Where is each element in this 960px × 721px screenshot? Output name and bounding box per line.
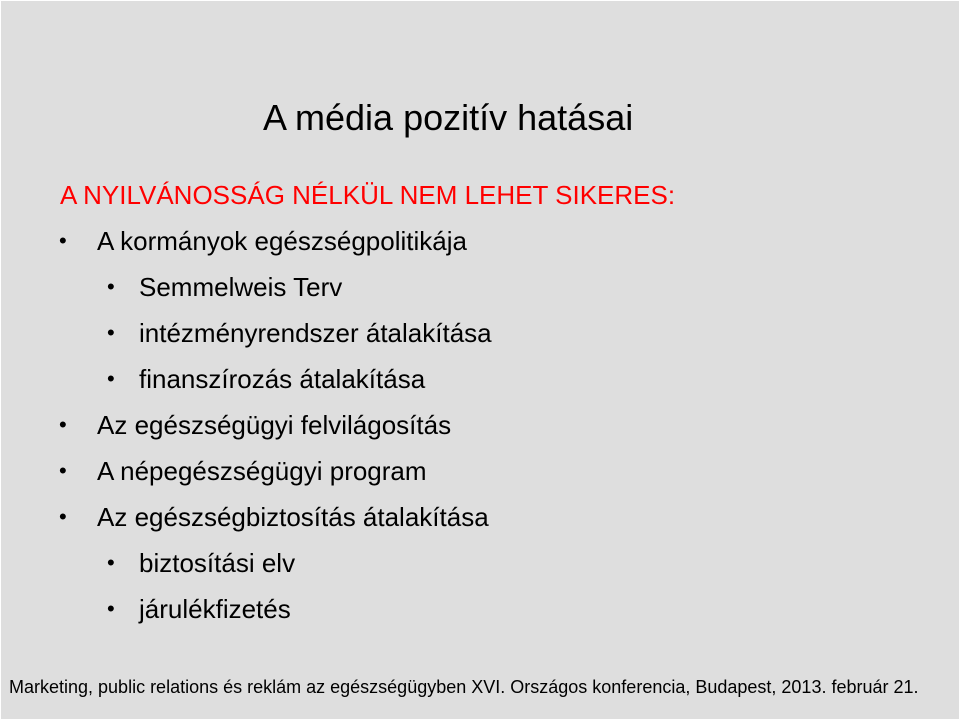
sub-bullet-item <box>107 546 296 580</box>
bullet-point-icon: • <box>59 228 67 253</box>
bullet-point-icon: • <box>107 550 115 575</box>
sub-bullet-item <box>107 592 291 626</box>
bullet-item <box>59 454 427 488</box>
bullet-point-icon: • <box>107 274 115 299</box>
slide-footer: Marketing, public relations és reklám az egészségügyben XVI. Országos konferencia, Budapest, 2013. február 21. <box>9 677 919 697</box>
sub-bullet-text: biztosítási elv <box>139 548 296 578</box>
bullet-point-icon: • <box>107 320 115 345</box>
bullet-point-icon: • <box>59 504 67 529</box>
sub-bullet-text: intézményrendszer átalakítása <box>139 318 492 348</box>
sub-bullet-item <box>107 316 492 350</box>
bullet-text: A kormányok egészségpolitikája <box>97 226 467 256</box>
bullet-point-icon: • <box>107 366 115 391</box>
bullet-item <box>59 500 489 534</box>
bullet-text: Az egészségügyi felvilágosítás <box>97 410 452 440</box>
bullet-text: A népegészségügyi program <box>97 456 427 486</box>
bullet-item <box>59 224 467 258</box>
bullet-point-icon: • <box>107 596 115 621</box>
sub-bullet-text: Semmelweis Terv <box>139 272 343 302</box>
sub-bullet-item <box>107 362 426 396</box>
sub-bullet-text: finanszírozás átalakítása <box>139 364 426 394</box>
slide-title: A média pozitív hatásai <box>263 97 634 138</box>
bullet-point-icon: • <box>59 412 67 437</box>
slide <box>1 1 959 719</box>
bullet-point-icon: • <box>59 458 67 483</box>
slide-subtitle: A NYILVÁNOSSÁG NÉLKÜL NEM LEHET SIKERES: <box>60 180 676 210</box>
bullet-item <box>59 408 452 442</box>
bullet-text: Az egészségbiztosítás átalakítása <box>97 502 489 532</box>
sub-bullet-text: járulékfizetés <box>139 594 291 624</box>
sub-bullet-item <box>107 270 343 304</box>
